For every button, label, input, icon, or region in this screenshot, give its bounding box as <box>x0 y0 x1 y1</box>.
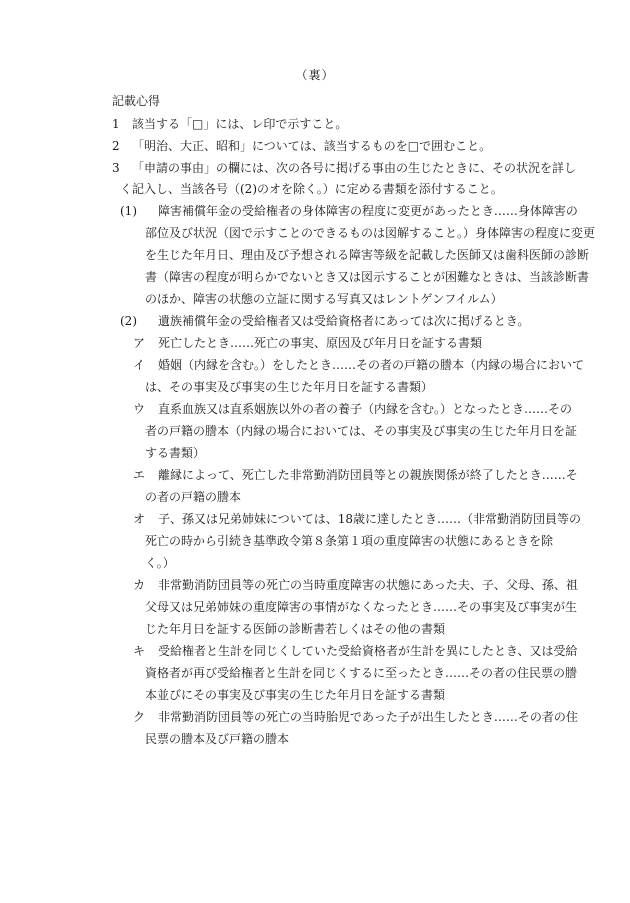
kana-item-marker: イ <box>133 358 146 372</box>
item-text-line: 該当する「□」には、レ印で示すこと。 <box>132 117 348 131</box>
kana-item-text-line: じた年月日を証する医師の診断書若しくはその他の書類 <box>145 622 446 636</box>
kana-item-marker: オ <box>133 512 146 526</box>
kana-item-text-line: く。） <box>145 556 175 570</box>
subitem-number: (2) <box>120 314 137 328</box>
kana-item-text-line: 非常勤消防団員等の死亡の当時重度障害の状態にあった夫、子、父母、孫、祖 <box>158 578 578 592</box>
kana-item-text-line: の者の戸籍の謄本 <box>145 490 242 504</box>
kana-item-text-line: 離縁によって、死亡した非常勤消防団員等との親族関係が終了したとき……そ <box>158 468 578 482</box>
subitem-text-line: 書（障害の程度が明らかでないとき又は図示することが困難なときは、当該診断書 <box>145 270 590 284</box>
item-number: 3 <box>112 161 120 175</box>
kana-item-text-line: 直系血族又は直系姻族以外の者の養子（内縁を含む。）となったとき……その <box>158 402 573 416</box>
kana-item-text-line: する書類） <box>145 446 206 460</box>
kana-item-text-line: 死亡したとき……死亡の事実、原因及び年月日を証する書類 <box>158 336 483 350</box>
kana-item-marker: ク <box>133 710 146 724</box>
kana-item-text-line: 資格者が再び受給権者と生計を同じくするに至ったとき……その者の住民票の謄 <box>145 666 578 680</box>
item-number: 1 <box>112 117 120 131</box>
kana-item-text-line: 者の戸籍の謄本（内縁の場合においては、その事実及び事実の生じた年月日を証 <box>145 424 578 438</box>
kana-item-text-line: 父母又は兄弟姉妹の重度障害の事情がなくなったとき……その事実及び事実が生 <box>145 600 578 614</box>
kana-item-marker: ウ <box>133 402 146 416</box>
kana-item-marker: キ <box>133 644 146 658</box>
kana-item-marker: ア <box>133 336 146 350</box>
subitem-number: (1) <box>120 204 137 218</box>
item-number: 2 <box>112 139 120 153</box>
kana-item-text-line: 民票の謄本及び戸籍の謄本 <box>145 732 290 746</box>
subitem-text-line: 部位及び状況（図で示すことのできるものは図解すること。）身体障害の程度に変更 <box>145 226 596 240</box>
kana-item-text-line: は、その事実及び事実の生じた年月日を証する書類） <box>145 380 434 394</box>
subitem-text-line: 障害補償年金の受給権者の身体障害の程度に変更があったとき……身体障害の <box>158 204 578 218</box>
kana-item-marker: エ <box>133 468 146 482</box>
subitem-text-line: 遺族補償年金の受給権者又は受給資格者にあっては次に掲げるとき。 <box>158 314 530 328</box>
item-text-line: く記入し、当該各号（(2)のオを除く。）に定める書類を添付すること。 <box>120 182 503 196</box>
section-heading: 記載心得 <box>112 94 161 108</box>
kana-item-text-line: 受給権者と生計を同じくしていた受給資格者が生計を異にしたとき、又は受給 <box>158 644 578 658</box>
kana-item-text-line: 婚姻（内縁を含む。）をしたとき……その者の戸籍の謄本（内縁の場合において <box>158 358 585 372</box>
kana-item-text-line: 本並びにその事実及び事実の生じた年月日を証する書類 <box>145 688 446 702</box>
subitem-text-line: を生じた年月日、理由及び予想される障害等級を記載した医師又は歯科医師の診断 <box>145 248 590 262</box>
kana-item-text-line: 死亡の時から引続き基準政令第８条第１項の重度障害の状態にあるときを除 <box>145 534 554 548</box>
kana-item-text-line: 子、孫又は兄弟姉妹については、18歳に達したとき……（非常勤消防団員等の <box>158 512 582 526</box>
subitem-text-line: のほか、障害の状態の立証に関する写真又はレントゲンフイルム） <box>145 292 503 306</box>
kana-item-marker: カ <box>133 578 146 592</box>
item-text-line: 「申請の事由」の欄には、次の各号に掲げる事由の生じたときに、その状況を詳し <box>132 161 577 175</box>
item-text-line: 「明治、大正、昭和」については、該当するものを□で囲むこと。 <box>132 139 492 153</box>
page-header-ura: （裏） <box>295 68 335 82</box>
kana-item-text-line: 非常勤消防団員等の死亡の当時胎児であった子が出生したとき……その者の住 <box>158 710 578 724</box>
